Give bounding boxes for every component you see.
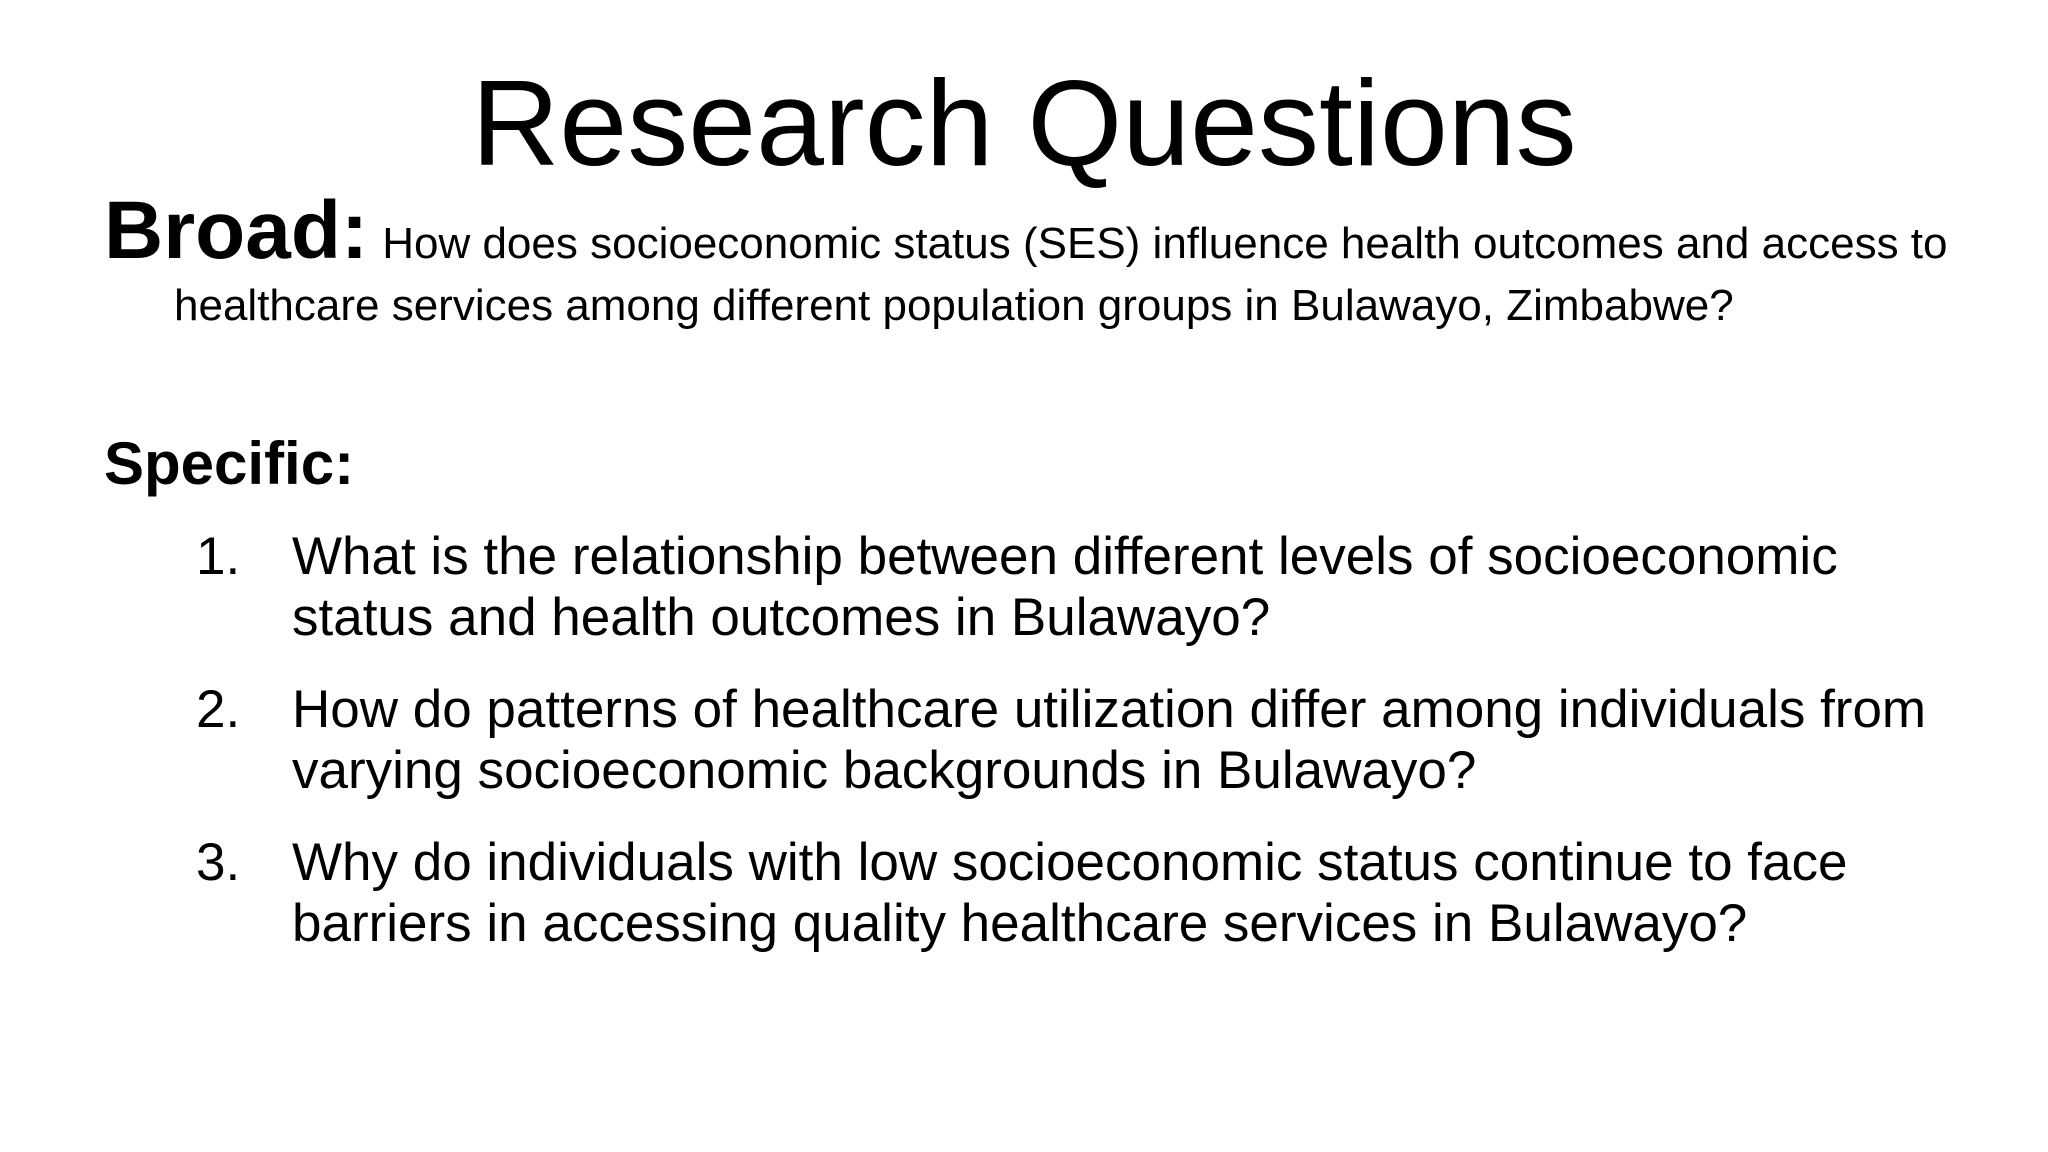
slide-title: Research Questions bbox=[471, 55, 1577, 191]
specific-question-2 bbox=[196, 679, 1956, 801]
broad-question-text: How does socioeconomic status (SES) influence health outcomes and access to healthcare services among different population groups in Bulawayo, Zimbabwe? bbox=[174, 219, 1948, 330]
broad-question bbox=[104, 185, 1994, 337]
question-number: 1. bbox=[196, 527, 241, 586]
specific-question-3 bbox=[196, 832, 1956, 954]
question-text: Why do individuals with low socioeconomic status continue to face barriers in accessing quality healthcare services in Bulawayo? bbox=[292, 833, 1848, 953]
question-text: What is the relationship between different levels of socioeconomic status and health outcomes in Bulawayo? bbox=[292, 527, 1838, 647]
question-number: 2. bbox=[196, 680, 241, 739]
question-number: 3. bbox=[196, 833, 241, 892]
specific-question-1 bbox=[196, 526, 1956, 648]
broad-label: Broad: bbox=[104, 185, 369, 276]
question-text: How do patterns of healthcare utilization differ among individuals from varying socioeconomic backgrounds in Bulawayo? bbox=[292, 680, 1927, 800]
specific-questions-list bbox=[196, 526, 1956, 985]
specific-label: Specific: bbox=[104, 430, 355, 497]
